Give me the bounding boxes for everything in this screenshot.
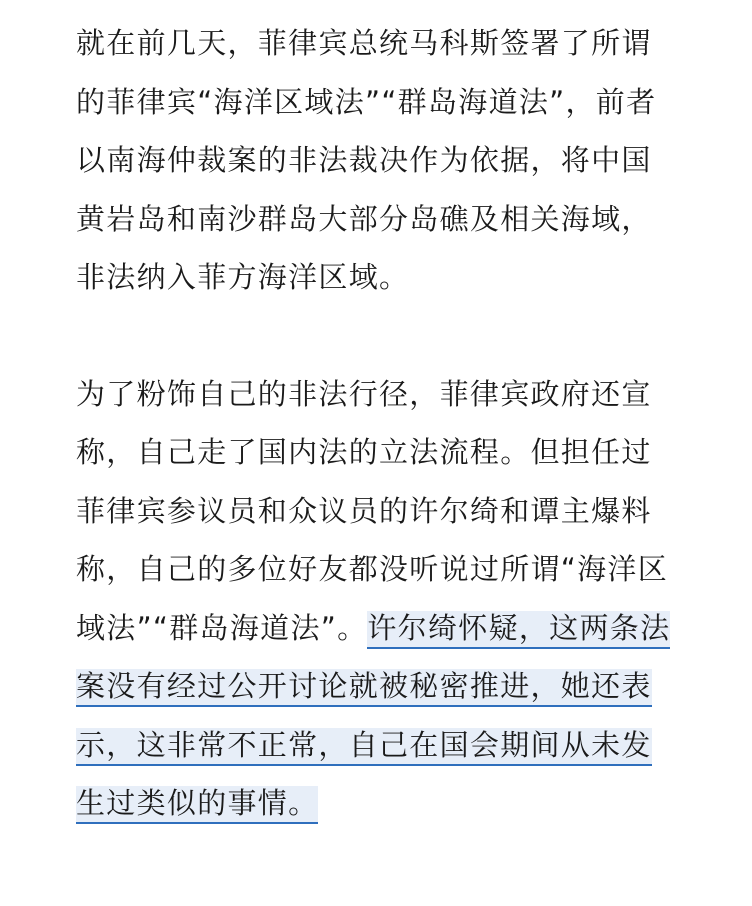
paragraph-line: 黄岩岛和南沙群岛大部分岛礁及相关海域， bbox=[76, 201, 652, 236]
highlighted-text[interactable]: 生过类似的事情。 bbox=[76, 786, 318, 824]
highlighted-text[interactable]: 许尔绮怀疑，这两条法 bbox=[367, 611, 670, 649]
highlighted-text[interactable]: 案没有经过公开讨论就被秘密推进，她还表 bbox=[76, 669, 652, 707]
paragraph-line: 菲律宾参议员和众议员的许尔绮和谭主爆料 bbox=[76, 493, 652, 528]
paragraph-line: 称，自己走了国内法的立法流程。但担任过 bbox=[76, 435, 652, 469]
paragraph-line: 非法纳入菲方海洋区域。 bbox=[76, 260, 410, 294]
paragraph-1 bbox=[76, 14, 688, 307]
article-body bbox=[76, 14, 688, 833]
paragraph-2 bbox=[76, 365, 688, 833]
highlighted-line bbox=[76, 716, 688, 775]
paragraph-line: 称，自己的多位好友都没听说过所谓“海洋区 bbox=[76, 552, 669, 586]
paragraph-line: 以南海仲裁案的非法裁决作为依据，将中国 bbox=[76, 143, 652, 177]
highlighted-line bbox=[76, 774, 688, 833]
paragraph-line: 为了粉饰自己的非法行径，菲律宾政府还宣 bbox=[76, 376, 652, 411]
highlighted-line bbox=[76, 657, 688, 716]
paragraph-line: 的菲律宾“海洋区域法”“群岛海道法”，前者 bbox=[76, 84, 657, 119]
paragraph-line: 就在前几天，菲律宾总统马科斯签署了所谓 bbox=[76, 26, 652, 60]
highlighted-text[interactable]: 示，这非常不正常，自己在国会期间从未发 bbox=[76, 728, 652, 766]
paragraph-line-mixed bbox=[76, 599, 688, 658]
plain-text: 域法”“群岛海道法”。 bbox=[76, 610, 368, 645]
